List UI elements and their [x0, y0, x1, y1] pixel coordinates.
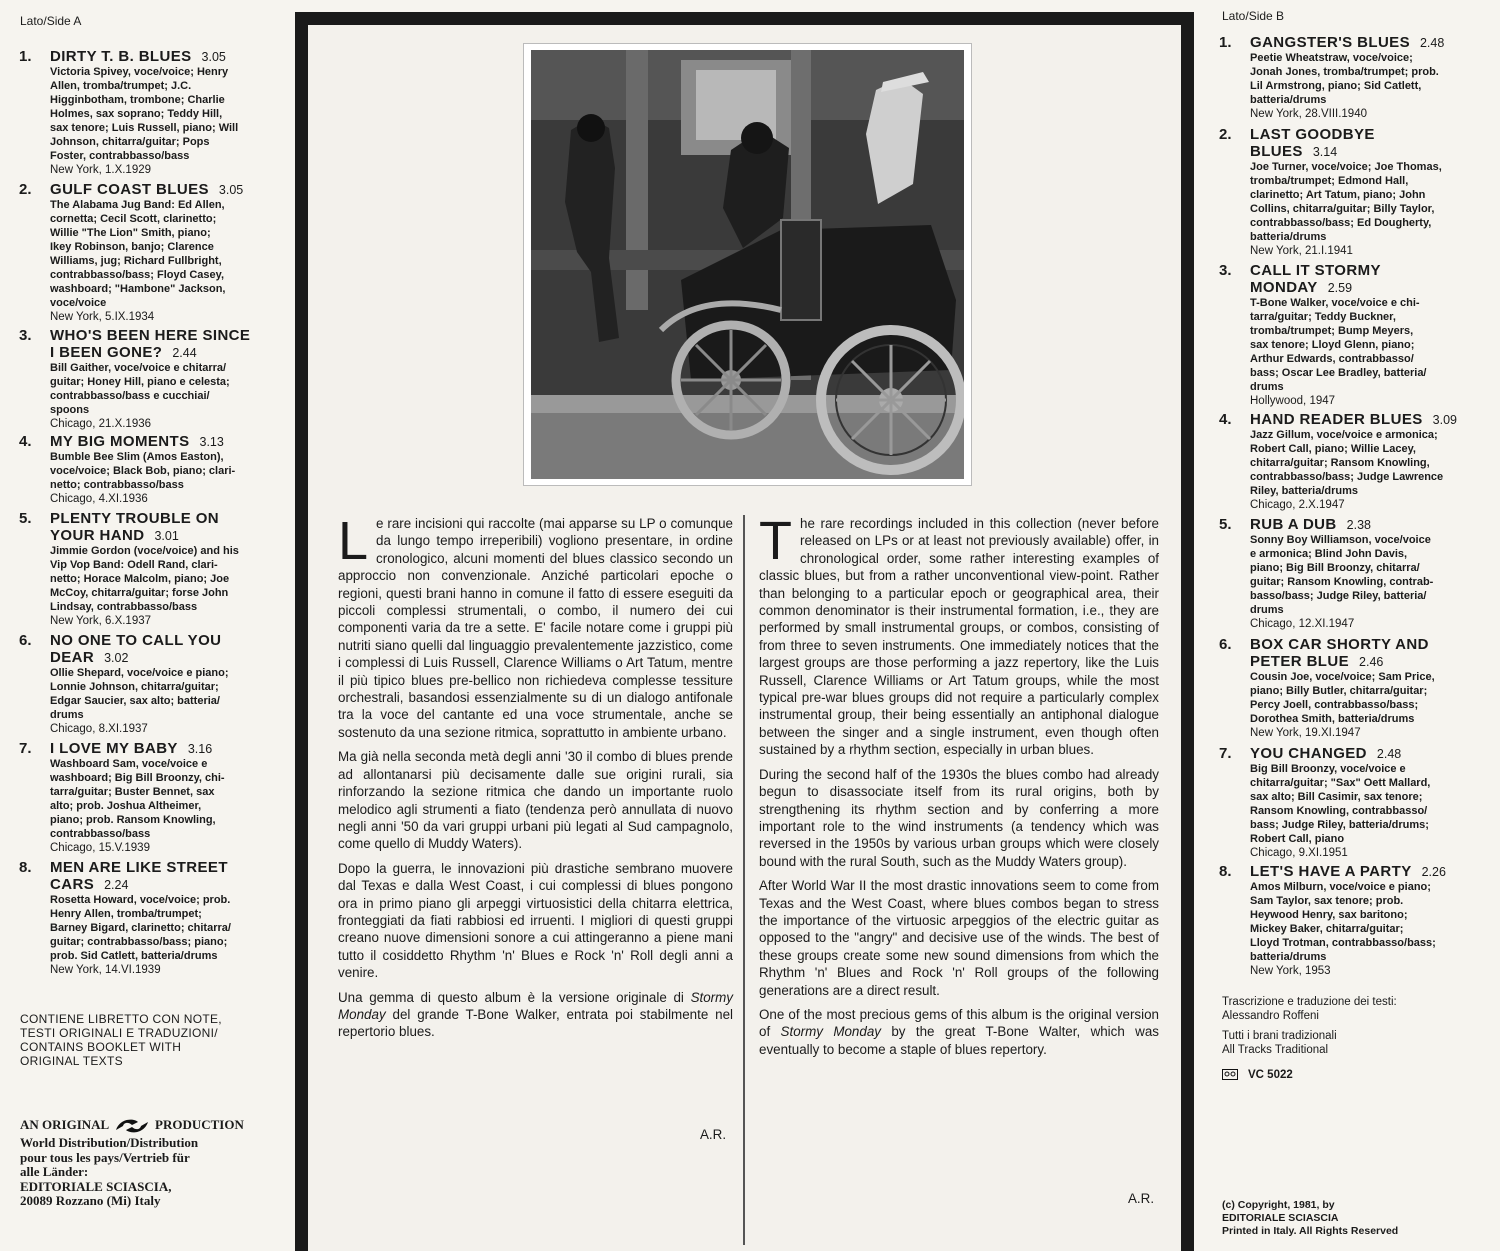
track-recording-place: Hollywood, 1947	[1250, 395, 1336, 407]
track-recording-place: Chicago, 21.X.1936	[50, 418, 152, 430]
track-title: GULF COAST BLUES 3.05	[50, 181, 244, 198]
track-number: 7.	[1219, 745, 1232, 762]
track-number: 2.	[19, 181, 32, 198]
track-personnel: Joe Turner, voce/voice; Joe Thomas, tromba/trumpet; Edmond Hall, clarinetto; Art Tatum, piano; John Collins, chitarra/guitar; Billy Taylor, contrabbasso/bass; Ed Dougherty, batteria/drums	[1250, 161, 1442, 243]
track-duration: 3.09	[1432, 413, 1457, 427]
track-title: WHO'S BEEN HERE SINCE I BEEN GONE? 2.44	[50, 327, 251, 361]
track-number: 3.	[19, 327, 32, 344]
track-duration: 2.48	[1419, 36, 1445, 50]
track-personnel: The Alabama Jug Band: Ed Allen, cornetta; Cecil Scott, clarinetto; Willie "The Lion" Smith, piano; Ikey Robinson, banjo; Clarence Williams, jug; Richard Fullbright, contrabbasso/bass; Floyd Casey, washboard; "Hambone" Jackson, voce/voice	[50, 199, 226, 309]
track-duration: 3.02	[104, 651, 129, 665]
side-a-label: Lato/Side A	[20, 14, 82, 28]
production-credit: AN ORIGINAL PRODUCTION World Distribution/Distribution pour tous les pays/Vertrieb für alle Länder: EDITORIALE SCIASCIA, 20089 Rozzano (Mi) Italy	[20, 1116, 244, 1208]
english-notes: The rare recordings included in this collection (never before released on LPs or at least not previously available) offer, in chronological order, some rather interesting examples of classic blues, but from a rather unconventional view-point. Rather than belonging to a particular epoch or geographical area, their common denominator is their instrumental formation, i.e., they are performed by small instrumental groups, or combos, consisting of from three to seven instruments. One immediately notices that the largest groups are those performing a jazz repertory, like the Luis Russell, Clarence Williams or Art Tatum groups, while the most typical pre-war blues groups did not require a particularly complex instrumental group, their being essentially an antiphonal dialogue between the singer and a single instrument, even though often sustained by a rhythm section, especially in urban blues. During the second half of the 1930s the blues combo had already begun to disassociate itself from its rural origins, both by strengthening its rhythm section and by conferring a more important role to the wind instruments (a tendency which was reversed in the 1950s by various urban groups which were closely bound with the rural South, such as the Muddy Waters group). After World War II the most drastic innovations seem to come from Texas and the West Coast, where blues combos began to stress the importance of the virtuosic arpeggios of the electric guitar as opposed to the "angry" and decisive use of the winds. The best of these groups create some new sound dimensions from which the Rhythm 'n' Blues and Rock 'n' Roll groups of the following generations are a direct result. One of the most precious gems of this album is the original version of Stormy Monday by the great T-Bone Walter, which was eventually to become a staple of blues repertory.	[759, 511, 1159, 1057]
catalog-number: VC 5022	[1222, 1068, 1293, 1082]
track-duration: 3.13	[199, 435, 224, 449]
track-number: 6.	[19, 632, 32, 649]
track-recording-place: New York, 28.VIII.1940	[1250, 108, 1367, 120]
track-title: PLENTY TROUBLE ON YOUR HAND 3.01	[50, 510, 220, 544]
track-duration: 2.26	[1421, 865, 1446, 879]
track-recording-place: New York, 5.IX.1934	[50, 311, 155, 323]
track-title: LET'S HAVE A PARTY 2.26	[1250, 863, 1446, 880]
track-recording-place: New York, 1.X.1929	[50, 164, 152, 176]
copyright: (c) Copyright, 1981, by EDITORIALE SCIASCIA Printed in Italy. All Rights Reserved	[1222, 1199, 1399, 1237]
track-personnel: Victoria Spivey, voce/voice; Henry Allen, tromba/trumpet; J.C. Higginbotham, trombone; Charlie Holmes, sax soprano; Teddy Hill, sax tenore; Luis Russell, piano; Will Johnson, chitarra/guitar; Pops Foster, contrabbasso/bass	[50, 66, 239, 162]
track-duration: 2.48	[1376, 747, 1402, 761]
track-recording-place: New York, 14.VI.1939	[50, 964, 161, 976]
track-title: GANGSTER'S BLUES 2.48	[1250, 34, 1445, 51]
track-recording-place: Chicago, 12.XI.1947	[1250, 618, 1355, 630]
track-title: CALL IT STORMY MONDAY 2.59	[1250, 262, 1381, 296]
track-personnel: Bill Gaither, voce/voice e chitarra/ guitar; Honey Hill, piano e celesta; contrabbasso/bass e cucchiai/ spoons	[50, 362, 230, 416]
track-personnel: T-Bone Walker, voce/voice e chi- tarra/guitar; Teddy Buckner, tromba/trumpet; Bump Meyers, sax tenore; Lloyd Glenn, piano; Arthur Edwards, contrabbasso/ bass; Oscar Lee Bradley, batteria/ drums	[1250, 297, 1427, 393]
track-personnel: Amos Milburn, voce/voice e piano; Sam Taylor, sax tenore; prob. Heywood Henry, sax baritono; Mickey Baker, chitarra/guitar; Lloyd Trotman, contrabbasso/bass; batteria/drums	[1250, 881, 1436, 963]
track-recording-place: New York, 21.I.1941	[1250, 245, 1353, 257]
track-recording-place: Chicago, 15.V.1939	[50, 842, 150, 854]
track-personnel: Jimmie Gordon (voce/voice) and his Vip Vop Band: Odell Rand, clari- netto; Horace Malcolm, piano; Joe McCoy, chitarra/guitar; forse John Lindsay, contrabbasso/bass	[50, 545, 239, 613]
track-recording-place: Chicago, 9.XI.1951	[1250, 847, 1348, 859]
track-personnel: Sonny Boy Williamson, voce/voice e armonica; Blind John Davis, piano; Big Bill Broonzy, chitarra/ guitar; Ransom Knowling, contrab- basso/bass; Judge Riley, batteria/ drums	[1250, 534, 1434, 616]
track-duration: 2.44	[172, 346, 197, 360]
track-number: 3.	[1219, 262, 1232, 279]
track-personnel: Ollie Shepard, voce/voice e piano; Lonnie Johnson, chitarra/guitar; Edgar Saucier, sax alto; batteria/ drums	[50, 667, 229, 721]
track-duration: 2.38	[1346, 518, 1371, 532]
track-personnel: Rosetta Howard, voce/voice; prob. Henry Allen, tromba/trumpet; Barney Bigard, clarinetto; chitarra/ guitar; contrabbasso/bass; piano; prob. Sid Catlett, batteria/drums	[50, 894, 231, 962]
track-duration: 3.05	[201, 50, 226, 64]
cover-photo	[531, 50, 964, 479]
track-duration: 3.16	[187, 742, 213, 756]
track-duration: 2.46	[1359, 655, 1384, 669]
label-logo-icon	[112, 1116, 152, 1136]
italian-signature: A.R.	[700, 1127, 727, 1142]
track-title: YOU CHANGED 2.48	[1250, 745, 1402, 762]
track-number: 2.	[1219, 126, 1232, 143]
track-number: 7.	[19, 740, 32, 757]
cover-photo-frame	[523, 43, 972, 486]
booklet-note: CONTIENE LIBRETTO CON NOTE, TESTI ORIGINALI E TRADUZIONI/ CONTAINS BOOKLET WITH ORIGINAL TEXTS	[20, 1012, 222, 1068]
track-personnel: Cousin Joe, voce/voice; Sam Price, piano; Billy Butler, chitarra/guitar; Percy Joell, contrabbasso/bass; Dorothea Smith, batteria/drums	[1250, 671, 1435, 725]
track-personnel: Jazz Gillum, voce/voice e armonica; Robert Call, piano; Willie Lacey, chitarra/guitar; Ransom Knowling, contrabbasso/bass; Judge Lawrence Riley, batteria/drums	[1250, 429, 1444, 497]
track-duration: 2.24	[104, 878, 129, 892]
track-duration: 3.01	[154, 529, 179, 543]
track-title: I LOVE MY BABY 3.16	[50, 740, 213, 757]
track-recording-place: Chicago, 2.X.1947	[1250, 499, 1345, 511]
track-duration: 2.59	[1327, 281, 1353, 295]
track-personnel: Washboard Sam, voce/voice e washboard; Big Bill Broonzy, chi- tarra/guitar; Buster Bennet, sax alto; prob. Joshua Altheimer, piano; prob. Ransom Knowling, contrabbasso/bass	[50, 758, 225, 840]
track-recording-place: New York, 19.XI.1947	[1250, 727, 1361, 739]
track-title: NO ONE TO CALL YOU DEAR 3.02	[50, 632, 222, 666]
track-number: 5.	[19, 510, 32, 527]
track-title: HAND READER BLUES 3.09	[1250, 411, 1457, 428]
track-number: 1.	[19, 48, 32, 65]
track-title: BOX CAR SHORTY AND PETER BLUE 2.46	[1250, 636, 1429, 670]
track-number: 4.	[1219, 411, 1232, 428]
track-number: 1.	[1219, 34, 1232, 51]
track-personnel: Big Bill Broonzy, voce/voice e chitarra/guitar; "Sax" Oett Mallard, sax alto; Bill Casimir, sax tenore; Ransom Knowling, contrabbasso/ bass; Judge Riley, batteria/drums; Robert Call, piano	[1250, 763, 1431, 845]
track-title: MY BIG MOMENTS 3.13	[50, 433, 224, 450]
track-recording-place: Chicago, 4.XI.1936	[50, 493, 148, 505]
track-personnel: Peetie Wheatstraw, voce/voice; Jonah Jones, tromba/trumpet; prob. Lil Armstrong, piano; Sid Catlett, batteria/drums	[1250, 52, 1439, 106]
liner-notes-panel	[295, 12, 1194, 1251]
track-duration: 3.14	[1312, 145, 1338, 159]
cassette-icon	[1222, 1069, 1238, 1080]
track-duration: 3.05	[218, 183, 244, 197]
track-number: 4.	[19, 433, 32, 450]
track-personnel: Bumble Bee Slim (Amos Easton), voce/voice; Black Bob, piano; clari- netto; contrabbasso/bass	[50, 451, 236, 491]
track-title: MEN ARE LIKE STREET CARS 2.24	[50, 859, 228, 893]
track-recording-place: New York, 6.X.1937	[50, 615, 152, 627]
track-title: LAST GOODBYE BLUES 3.14	[1250, 126, 1375, 160]
column-divider	[743, 515, 745, 1245]
track-recording-place: New York, 1953	[1250, 965, 1331, 977]
track-title: DIRTY T. B. BLUES 3.05	[50, 48, 226, 65]
track-number: 8.	[19, 859, 32, 876]
track-number: 6.	[1219, 636, 1232, 653]
track-recording-place: Chicago, 8.XI.1937	[50, 723, 148, 735]
italian-notes: Le rare incisioni qui raccolte (mai apparse su LP o comunque da lungo tempo irreperibili) vogliono presentare, in ordine cronologico, alcuni momenti del blues classico secondo un approccio non convenzionale. Anziché particolari epoche o regioni, questi brani hanno in comune il fatto di essere eseguiti da piccoli complessi strumentali, o combo, il numero dei cui componenti varia da tre a sette. E' facile notare come i gruppi più nutriti siano quelli dal linguaggio prevalentemente jazzistico, come i complessi di Luis Russell, Clarence Williams o Art Tatum, mentre il più tipico blues pre-bellico non richiedeva complesse tessiture orchestrali, basandosi essenzialmente su di un dialogo antifonale tra la voce del cantante ed una voce strumentale, anche se sostenuto da una sezione ritmica, soprattutto in ambiente urbano. Ma già nella seconda metà degli anni '30 il combo di blues prende ad allontanarsi più decisamente dalle sue origini rurali, sia rinforzando la sezione ritmica che dando un importante ruolo melodico agli strumenti a fiato (tendenza però annullata di nuovo negli anni '50 da vari gruppi urbani più legati al Sud campagnolo, come quello di Muddy Waters). Dopo la guerra, le innovazioni più drastiche sembrano muovere dal Texas e dalla West Coast, i cui complessi di blues pongono ora in primo piano gli arpeggi virtuosistici della chitarra elettrica, fronteggiati da fiati rabbiosi ed irruenti. I migliori di questi gruppi creano nuove dimensioni sonore a cui attingeranno a piene mani tutto il cosiddetto Rhythm 'n' Blues e Rock 'n' Roll degli anni a venire. Una gemma di questo album è la versione originale di Stormy Monday del grande T-Bone Walker, entrata poi stabilmente nel repertorio blues.	[338, 511, 733, 1040]
track-title: RUB A DUB 2.38	[1250, 516, 1371, 533]
transcription-credit: Trascrizione e traduzione dei testi: Alessandro Roffeni	[1222, 996, 1397, 1022]
track-number: 8.	[1219, 863, 1232, 880]
track-number: 5.	[1219, 516, 1232, 533]
english-signature: A.R.	[1128, 1191, 1155, 1206]
traditional-credit: Tutti i brani tradizionali All Tracks Traditional	[1222, 1030, 1337, 1056]
side-b-label: Lato/Side B	[1222, 9, 1285, 23]
